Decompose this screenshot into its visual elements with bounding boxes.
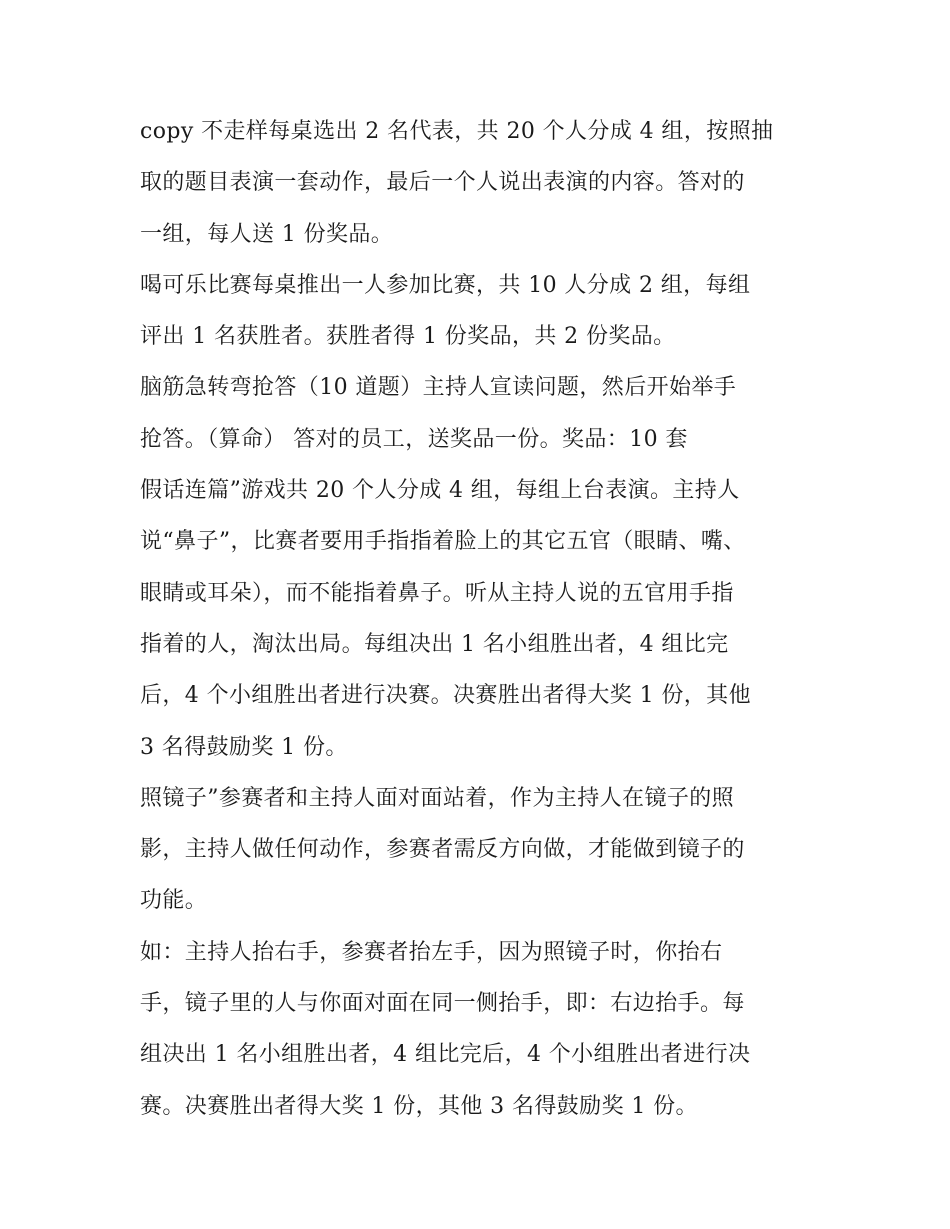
text-line: 影，主持人做任何动作，参赛者需反方向做，才能做到镜子的 [140, 837, 745, 863]
text-line: 照镜子”参赛者和主持人面对面站着，作为主持人在镜子的照 [140, 785, 735, 811]
text-line: 喝可乐比赛每桌推出一人参加比赛，共 10 人分成 2 组，每组 [140, 272, 751, 298]
text-line: 手，镜子里的人与你面对面在同一侧抬手，即：右边抬手。每 [140, 991, 745, 1017]
text-line: 赛。决赛胜出者得大奖 1 份，其他 3 名得鼓励奖 1 份。 [140, 1093, 698, 1119]
text-line: 脑筋急转弯抢答（10 道题）主持人宣读问题，然后开始举手 [140, 375, 737, 401]
text-line: 功能。 [140, 888, 208, 914]
text-line: copy 不走样每桌选出 2 名代表，共 20 个人分成 4 组，按照抽 [140, 119, 774, 144]
text-line: 指着的人，淘汰出局。每组决出 1 名小组胜出者，4 组比完 [140, 631, 729, 657]
text-line: 眼睛或耳朵），而不能指着鼻子。听从主持人说的五官用手指 [140, 580, 734, 606]
text-line: 3 名得鼓励奖 1 份。 [140, 734, 348, 760]
text-line: 如：主持人抬右手，参赛者抬左手，因为照镜子时，你抬右 [140, 939, 723, 965]
text-line: 后，4 个小组胜出者进行决赛。决赛胜出者得大奖 1 份，其他 [140, 683, 751, 709]
text-line: 评出 1 名获胜者。获胜者得 1 份奖品，共 2 份奖品。 [140, 324, 676, 350]
text-line: 一组，每人送 1 份奖品。 [140, 221, 394, 247]
text-line: 组决出 1 名小组胜出者，4 组比完后，4 个小组胜出者进行决 [140, 1042, 751, 1068]
text-line: 假话连篇”游戏共 20 个人分成 4 组，每组上台表演。主持人 [140, 478, 740, 504]
text-line: 说“鼻子”，比赛者要用手指指着脸上的其它五官（眼睛、嘴、 [140, 529, 746, 555]
text-line: 取的题目表演一套动作，最后一个人说出表演的内容。答对的 [140, 170, 745, 196]
text-line: 抢答。（算命） 答对的员工，送奖品一份。奖品：10 套 [140, 426, 688, 452]
document-body [140, 106, 820, 1132]
